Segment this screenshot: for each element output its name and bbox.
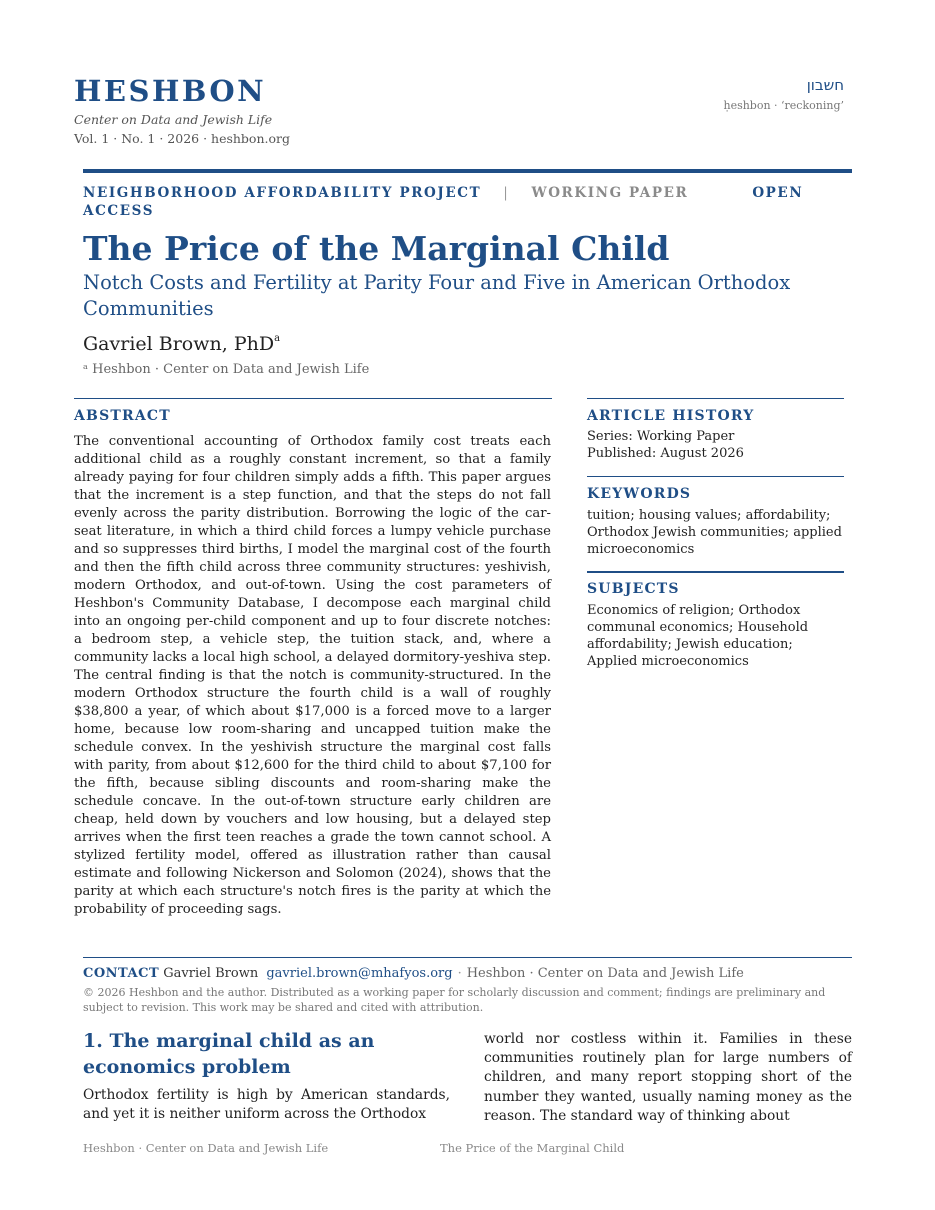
contact-label: CONTACT (83, 966, 160, 981)
series-label: WORKING PAPER (531, 185, 689, 201)
keywords-rule (587, 476, 844, 477)
contact-name: Gavriel Brown (163, 966, 259, 981)
footer-left: Heshbon · Center on Data and Jewish Life (83, 1141, 329, 1155)
masthead-rule (83, 169, 852, 173)
section-1-column-1: Orthodox fertility is high by American standards, and yet it is neither uniform across the Orthodox (83, 1087, 450, 1123)
hebrew-title: חשבון (806, 76, 844, 94)
abstract-text: The conventional accounting of Orthodox family cost treats each additional child as a roughly constant increment, so that a family already paying for four children simply adds a fifth. This paper argues that the increment is a step function, and that the steps do not fall evenly across the parity distribution. Borrowing the logic of the car-seat literature, in which a third child forces a lumpy vehicle purchase and so suppresses third births, I model the marginal cost of the fourth and then the fifth child across three community structures: yeshivish, modern Orthodox, and out-of-town. Using the cost parameters of Heshbon's Community Database, I decompose each marginal child into an ongoing per-child component and up to four discrete notches: a bedroom step, a vehicle step, the tuition stack, and, where a community lacks a local high school, a delayed dormitory-yeshiva step. The central finding is that the notch is community-structured. In the modern Orthodox structure the fourth child is a wall of roughly $38,800 a year, of which about $17,000 is a forced move to a larger home, because low room-sharing and uncapped tuition make the schedule convex. In the yeshivish structure the marginal cost falls with parity, from about $12,600 for the third child to about $7,100 for the fifth, because sibling discounts and room-sharing make the schedule concave. In the out-of-town structure early children are cheap, held down by vouchers and low housing, but a delayed step arrives when the first teen reaches a grade the town cannot school. A stylized fertility model, offered as illustration rather than causal estimate and following Nickerson and Solomon (2024), shows that the parity at which each structure's notch fires is the parity at which the probability of proceeding sags. (74, 434, 551, 917)
hebrew-gloss: ḥeshbon · ‘reckoning’ (723, 99, 844, 112)
subjects-heading: SUBJECTS (587, 581, 680, 597)
journal-tagline: Center on Data and Jewish Life (74, 112, 273, 127)
project-banner (83, 184, 850, 220)
copyright-notice: © 2026 Heshbon and the author. Distributed as a working paper for scholarly discussion and comment; findings are preliminary and subject to revision. This work may be shared and cited with attribution. (83, 986, 826, 1014)
contact-institution: Heshbon · Center on Data and Jewish Life (466, 966, 744, 981)
history-heading: ARTICLE HISTORY (587, 408, 755, 424)
keywords-list: tuition; housing values; affordability; Orthodox Jewish communities; applied microeconomics (587, 508, 842, 557)
project-name: NEIGHBORHOOD AFFORDABILITY PROJECT (83, 185, 482, 201)
abstract-rule (74, 398, 552, 399)
author-line (83, 333, 280, 355)
author-affiliation: ᵃ Heshbon · Center on Data and Jewish Life (83, 362, 370, 377)
history-rule (587, 398, 844, 399)
access-label: OPEN ACCESS (83, 185, 804, 219)
subjects-rule (587, 571, 844, 573)
banner-separator: | (503, 185, 510, 201)
author-mark: a (274, 332, 281, 344)
author-name: Gavriel Brown, PhD (83, 333, 275, 355)
history-series: Series: Working Paper (587, 429, 735, 444)
section-1-heading: 1. The marginal child as an economics problem (83, 1030, 375, 1078)
paper-subtitle: Notch Costs and Fertility at Parity Four and Five in American Orthodox Communities (83, 271, 791, 320)
abstract-heading: ABSTRACT (74, 408, 171, 424)
contact-rule (83, 957, 852, 958)
contact-line: CONTACT Gavriel Brown gavriel.brown@mhafyos.org · Heshbon · Center on Data and Jewish Life (83, 966, 744, 981)
contact-email-link[interactable]: gavriel.brown@mhafyos.org (266, 966, 453, 981)
history-published: Published: August 2026 (587, 446, 744, 461)
paper-title: The Price of the Marginal Child (83, 229, 670, 268)
subjects-list: Economics of religion; Orthodox communal economics; Household affordability; Jewish education; Applied microeconomics (587, 603, 809, 669)
journal-brand: HESHBON (74, 74, 267, 108)
volume-line: Vol. 1 · No. 1 · 2026 · heshbon.org (74, 131, 290, 146)
keywords-heading: KEYWORDS (587, 486, 692, 502)
section-1-column-2: world nor costless within it. Families in these communities routinely plan for large numbers of children, and many report stopping short of the number they wanted, usually naming money as the reason. The standard way of thinking about (484, 1031, 852, 1124)
footer-right: The Price of the Marginal Child (440, 1141, 625, 1155)
